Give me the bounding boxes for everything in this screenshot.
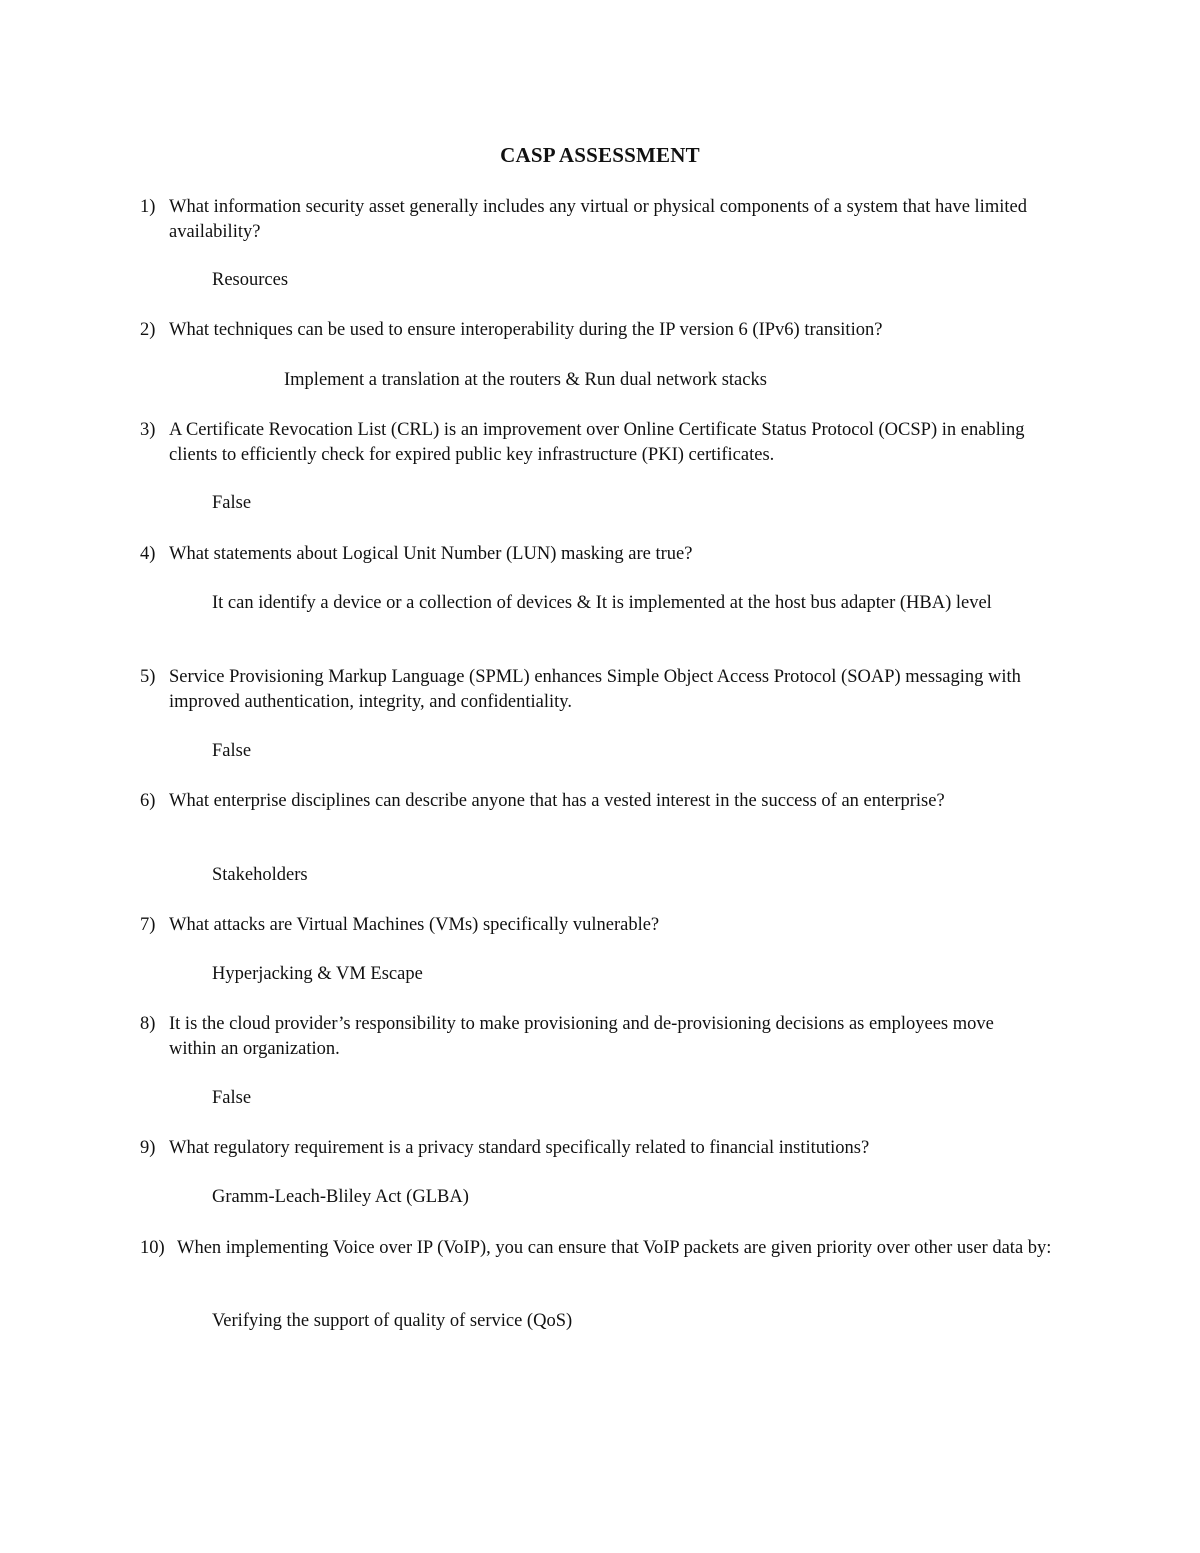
question-text: What regulatory requirement is a privacy standard specifically related to financial institutions?	[169, 1138, 870, 1158]
question-5	[140, 665, 1075, 715]
question-text: What attacks are Virtual Machines (VMs) specifically vulnerable?	[169, 915, 660, 935]
answer-2: Implement a translation at the routers & Run dual network stacks	[284, 370, 767, 390]
question-number: 3)	[140, 420, 156, 440]
answer-1: Resources	[212, 270, 289, 290]
question-3	[140, 418, 1075, 468]
question-10	[140, 1236, 1065, 1261]
question-text: It is the cloud provider’s responsibility to make provisioning and de-provisioning decisions as employees move within an organization.	[169, 1014, 994, 1059]
question-number: 9)	[140, 1138, 156, 1158]
question-text: Service Provisioning Markup Language (SPML) enhances Simple Object Access Protocol (SOAP) messaging with improved authentication, integrity, and confidentiality.	[169, 667, 1021, 712]
answer-10: Verifying the support of quality of service (QoS)	[212, 1311, 573, 1331]
question-1	[140, 195, 1075, 245]
question-text: When implementing Voice over IP (VoIP), you can ensure that VoIP packets are given priority over other user data by:	[177, 1238, 1052, 1258]
question-text: What statements about Logical Unit Number (LUN) masking are true?	[169, 544, 693, 564]
answer-6: Stakeholders	[212, 865, 308, 885]
answer-4: It can identify a device or a collection of devices & It is implemented at the host bus adapter (HBA) level	[212, 593, 992, 613]
question-number: 8)	[140, 1014, 156, 1034]
question-6	[140, 789, 1000, 814]
question-number: 6)	[140, 791, 156, 811]
question-7	[140, 913, 1075, 938]
question-number: 4)	[140, 544, 156, 564]
answer-9: Gramm-Leach-Bliley Act (GLBA)	[212, 1187, 469, 1207]
question-number: 5)	[140, 667, 156, 687]
question-text: What enterprise disciplines can describe anyone that has a vested interest in the success of an enterprise?	[169, 791, 945, 811]
answer-8: False	[212, 1088, 252, 1108]
document-title: CASP ASSESSMENT	[500, 143, 700, 167]
question-number: 7)	[140, 915, 156, 935]
answer-5: False	[212, 741, 252, 761]
question-number: 10)	[140, 1238, 165, 1258]
answer-7: Hyperjacking & VM Escape	[212, 964, 423, 984]
question-9	[140, 1136, 1075, 1161]
question-4	[140, 542, 1075, 567]
question-number: 1)	[140, 197, 156, 217]
question-number: 2)	[140, 320, 156, 340]
answer-3: False	[212, 493, 252, 513]
question-2	[140, 318, 1075, 343]
question-text: What information security asset generally includes any virtual or physical components of a system that have limited availability?	[169, 197, 1027, 242]
question-text: A Certificate Revocation List (CRL) is an improvement over Online Certificate Status Protocol (OCSP) in enabling clients to efficiently check for expired public key infrastructure (PKI) certificates.	[169, 420, 1025, 465]
question-text: What techniques can be used to ensure interoperability during the IP version 6 (IPv6) transition?	[169, 320, 883, 340]
question-8	[140, 1012, 1000, 1062]
